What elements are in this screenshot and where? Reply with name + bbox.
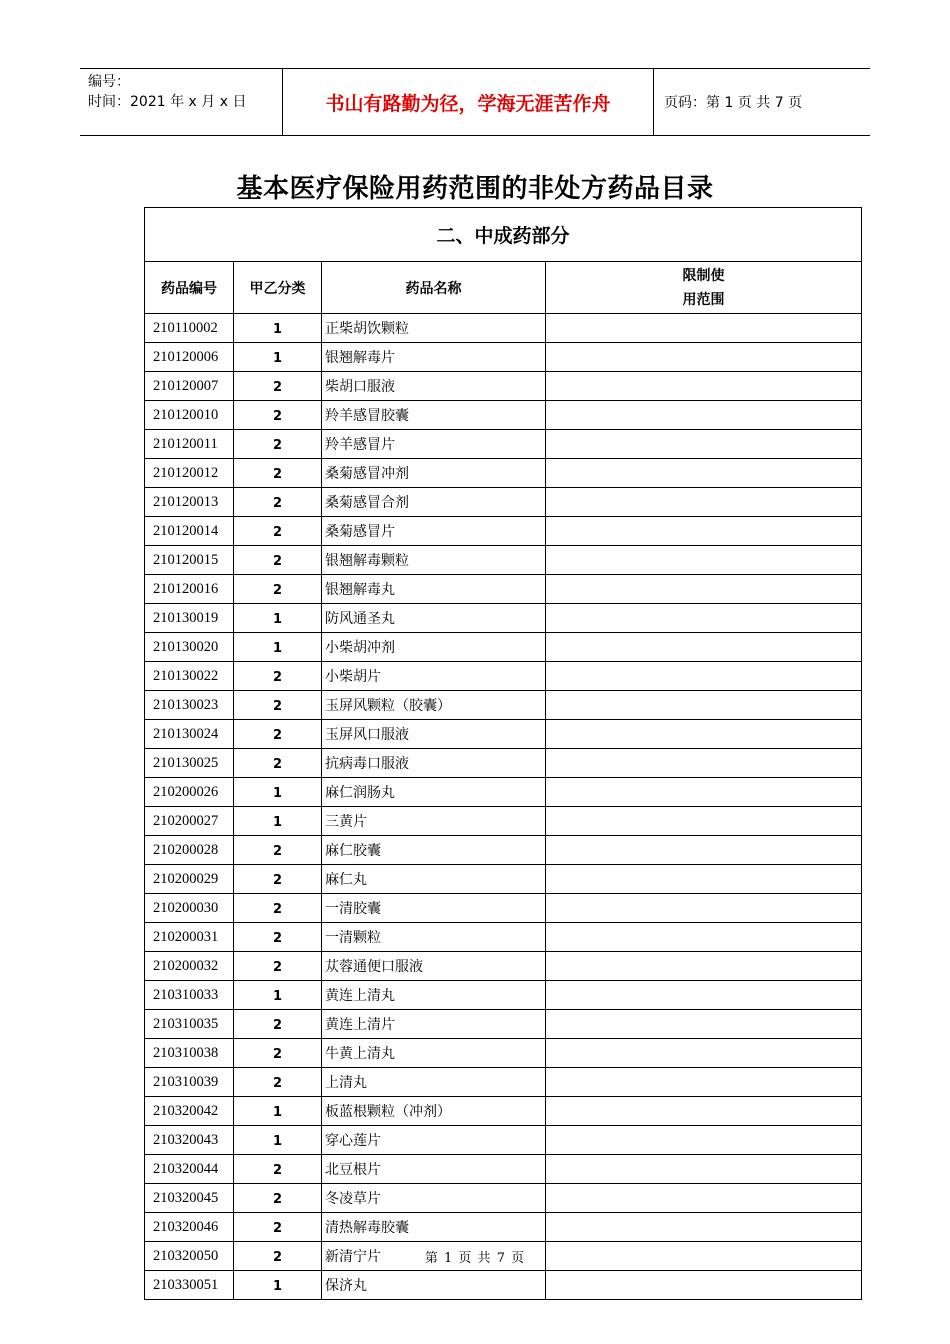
- name-cell: 黄连上清丸: [322, 981, 546, 1010]
- name-cell: 抗病毒口服液: [322, 749, 546, 778]
- table-row: [145, 401, 862, 430]
- limit-cell: [546, 488, 862, 517]
- page-footer: 第 1 页 共 7 页: [424, 1251, 526, 1266]
- class-cell: 2: [234, 372, 322, 401]
- header-page-info: 页码：第 1 页 共 7 页: [664, 95, 803, 111]
- code-cell: 210130024: [145, 720, 234, 749]
- name-cell: 麻仁丸: [322, 865, 546, 894]
- limit-cell: [546, 343, 862, 372]
- table-row: [145, 546, 862, 575]
- code-cell: 210310033: [145, 981, 234, 1010]
- limit-cell: [546, 372, 862, 401]
- name-cell: 牛黄上清丸: [322, 1039, 546, 1068]
- code-cell: 210310035: [145, 1010, 234, 1039]
- class-cell: 2: [234, 1213, 322, 1242]
- class-cell: 2: [234, 720, 322, 749]
- code-cell: 210320042: [145, 1097, 234, 1126]
- class-cell: 2: [234, 749, 322, 778]
- code-cell: 210110002: [145, 314, 234, 343]
- name-cell: 板蓝根颗粒（冲剂）: [322, 1097, 546, 1126]
- date-label: 时间：2021 年 x 月 x 日: [88, 94, 247, 110]
- class-cell: 2: [234, 430, 322, 459]
- class-cell: 2: [234, 952, 322, 981]
- number-label: 编号：: [88, 74, 130, 90]
- name-cell: 麻仁胶囊: [322, 836, 546, 865]
- class-cell: 2: [234, 575, 322, 604]
- table-row: [145, 1126, 862, 1155]
- code-cell: 210200026: [145, 778, 234, 807]
- class-cell: 2: [234, 1068, 322, 1097]
- name-cell: 黄连上清片: [322, 1010, 546, 1039]
- code-cell: 210310038: [145, 1039, 234, 1068]
- name-cell: 羚羊感冒片: [322, 430, 546, 459]
- code-cell: 210200032: [145, 952, 234, 981]
- page-header: [80, 68, 870, 136]
- name-cell: 羚羊感冒胶囊: [322, 401, 546, 430]
- limit-cell: [546, 894, 862, 923]
- limit-cell: [546, 923, 862, 952]
- section-title: 二、中成药部分: [145, 208, 862, 262]
- limit-cell: [546, 633, 862, 662]
- code-cell: 210130023: [145, 691, 234, 720]
- class-cell: 1: [234, 778, 322, 807]
- class-cell: 2: [234, 1039, 322, 1068]
- name-cell: 银翘解毒丸: [322, 575, 546, 604]
- limit-cell: [546, 401, 862, 430]
- limit-cell: [546, 662, 862, 691]
- limit-cell: [546, 1010, 862, 1039]
- code-cell: 210320045: [145, 1184, 234, 1213]
- name-cell: 桑菊感冒片: [322, 517, 546, 546]
- table-row: [145, 633, 862, 662]
- name-cell: 新清宁片: [322, 1242, 546, 1271]
- table-row: [145, 1184, 862, 1213]
- limit-cell: [546, 314, 862, 343]
- class-cell: 2: [234, 488, 322, 517]
- table-row: [145, 720, 862, 749]
- code-cell: 210200027: [145, 807, 234, 836]
- column-header-limit: [546, 262, 862, 314]
- class-cell: 2: [234, 894, 322, 923]
- name-cell: 三黄片: [322, 807, 546, 836]
- code-cell: 210120007: [145, 372, 234, 401]
- column-header-class: 甲乙分类: [234, 262, 322, 314]
- code-cell: 210120013: [145, 488, 234, 517]
- name-cell: 清热解毒胶囊: [322, 1213, 546, 1242]
- limit-cell: [546, 981, 862, 1010]
- class-cell: 1: [234, 807, 322, 836]
- table-row: [145, 691, 862, 720]
- table-row: [145, 1097, 862, 1126]
- table-row: [145, 1271, 862, 1300]
- column-header-name: 药品名称: [322, 262, 546, 314]
- limit-cell: [546, 517, 862, 546]
- code-cell: 210200029: [145, 865, 234, 894]
- code-cell: 210120012: [145, 459, 234, 488]
- code-cell: 210130019: [145, 604, 234, 633]
- code-cell: 210320043: [145, 1126, 234, 1155]
- code-cell: 210130022: [145, 662, 234, 691]
- limit-cell: [546, 778, 862, 807]
- limit-cell: [546, 807, 862, 836]
- table-row: [145, 981, 862, 1010]
- code-cell: 210120006: [145, 343, 234, 372]
- code-cell: 210320050: [145, 1242, 234, 1271]
- limit-cell: [546, 865, 862, 894]
- name-cell: 玉屏风口服液: [322, 720, 546, 749]
- table-row: [145, 836, 862, 865]
- class-cell: 2: [234, 546, 322, 575]
- table-row: [145, 1155, 862, 1184]
- limit-cell: [546, 1097, 862, 1126]
- table-row: [145, 952, 862, 981]
- table-row: [145, 865, 862, 894]
- document-title: 基本医疗保险用药范围的非处方药品目录: [236, 174, 714, 204]
- limit-cell: [546, 1271, 862, 1300]
- header-meta: [80, 69, 282, 135]
- name-cell: 一清胶囊: [322, 894, 546, 923]
- class-cell: 1: [234, 633, 322, 662]
- name-cell: 上清丸: [322, 1068, 546, 1097]
- limit-cell: [546, 546, 862, 575]
- code-cell: 210120015: [145, 546, 234, 575]
- name-cell: 麻仁润肠丸: [322, 778, 546, 807]
- table-row: [145, 807, 862, 836]
- class-cell: 1: [234, 1097, 322, 1126]
- code-cell: 210320044: [145, 1155, 234, 1184]
- name-cell: 苁蓉通便口服液: [322, 952, 546, 981]
- table-row: [145, 662, 862, 691]
- class-cell: 1: [234, 604, 322, 633]
- name-cell: 穿心莲片: [322, 1126, 546, 1155]
- class-cell: 1: [234, 314, 322, 343]
- code-cell: 210130025: [145, 749, 234, 778]
- table-row: [145, 488, 862, 517]
- class-cell: 1: [234, 343, 322, 372]
- class-cell: 2: [234, 1242, 322, 1271]
- class-cell: 2: [234, 459, 322, 488]
- limit-cell: [546, 1184, 862, 1213]
- code-cell: 210120010: [145, 401, 234, 430]
- limit-cell: [546, 1039, 862, 1068]
- drug-table: [144, 207, 862, 1300]
- code-cell: 210120011: [145, 430, 234, 459]
- limit-cell: [546, 836, 862, 865]
- name-cell: 银翘解毒片: [322, 343, 546, 372]
- class-cell: 2: [234, 691, 322, 720]
- name-cell: 银翘解毒颗粒: [322, 546, 546, 575]
- name-cell: 玉屏风颗粒（胶囊）: [322, 691, 546, 720]
- code-cell: 210120014: [145, 517, 234, 546]
- table-row: [145, 314, 862, 343]
- table-row: [145, 1068, 862, 1097]
- table-row: [145, 1010, 862, 1039]
- class-cell: 2: [234, 1010, 322, 1039]
- limit-cell: [546, 1126, 862, 1155]
- limit-cell: [546, 1068, 862, 1097]
- class-cell: 2: [234, 662, 322, 691]
- table-row: [145, 1213, 862, 1242]
- section-row: [145, 208, 862, 262]
- class-cell: 1: [234, 1271, 322, 1300]
- class-cell: 1: [234, 1126, 322, 1155]
- code-cell: 210200028: [145, 836, 234, 865]
- class-cell: 2: [234, 401, 322, 430]
- name-cell: 桑菊感冒合剂: [322, 488, 546, 517]
- class-cell: 2: [234, 923, 322, 952]
- name-cell: 防风通圣丸: [322, 604, 546, 633]
- code-cell: 210330051: [145, 1271, 234, 1300]
- class-cell: 1: [234, 981, 322, 1010]
- class-cell: 2: [234, 1184, 322, 1213]
- limit-cell: [546, 430, 862, 459]
- table-row: [145, 1039, 862, 1068]
- column-header-limit-line1: 限制使: [682, 267, 725, 284]
- table-row: [145, 343, 862, 372]
- code-cell: 210200031: [145, 923, 234, 952]
- header-motto: 书山有路勤为径，学海无涯苦作舟: [282, 69, 654, 135]
- limit-cell: [546, 749, 862, 778]
- code-cell: 210310039: [145, 1068, 234, 1097]
- table-row: [145, 459, 862, 488]
- limit-cell: [546, 459, 862, 488]
- name-cell: 一清颗粒: [322, 923, 546, 952]
- column-header-row: [145, 262, 862, 314]
- name-cell: 保济丸: [322, 1271, 546, 1300]
- name-cell: 小柴胡冲剂: [322, 633, 546, 662]
- name-cell: 柴胡口服液: [322, 372, 546, 401]
- class-cell: 2: [234, 836, 322, 865]
- table-row: [145, 372, 862, 401]
- code-cell: 210320046: [145, 1213, 234, 1242]
- table-row: [145, 923, 862, 952]
- table-row: [145, 430, 862, 459]
- class-cell: 2: [234, 865, 322, 894]
- name-cell: 冬凌草片: [322, 1184, 546, 1213]
- table-row: [145, 604, 862, 633]
- table-row: [145, 778, 862, 807]
- table-row: [145, 517, 862, 546]
- name-cell: 小柴胡片: [322, 662, 546, 691]
- name-cell: 北豆根片: [322, 1155, 546, 1184]
- class-cell: 2: [234, 1155, 322, 1184]
- limit-cell: [546, 604, 862, 633]
- table-row: [145, 894, 862, 923]
- code-cell: 210200030: [145, 894, 234, 923]
- limit-cell: [546, 691, 862, 720]
- class-cell: 2: [234, 517, 322, 546]
- limit-cell: [546, 720, 862, 749]
- code-cell: 210120016: [145, 575, 234, 604]
- name-cell: 正柴胡饮颗粒: [322, 314, 546, 343]
- limit-cell: [546, 952, 862, 981]
- column-header-code: 药品编号: [145, 262, 234, 314]
- code-cell: 210130020: [145, 633, 234, 662]
- limit-cell: [546, 1155, 862, 1184]
- column-header-limit-line2: 用范围: [682, 291, 725, 308]
- name-cell: 桑菊感冒冲剂: [322, 459, 546, 488]
- table-row: [145, 749, 862, 778]
- table-row: [145, 575, 862, 604]
- limit-cell: [546, 1213, 862, 1242]
- limit-cell: [546, 575, 862, 604]
